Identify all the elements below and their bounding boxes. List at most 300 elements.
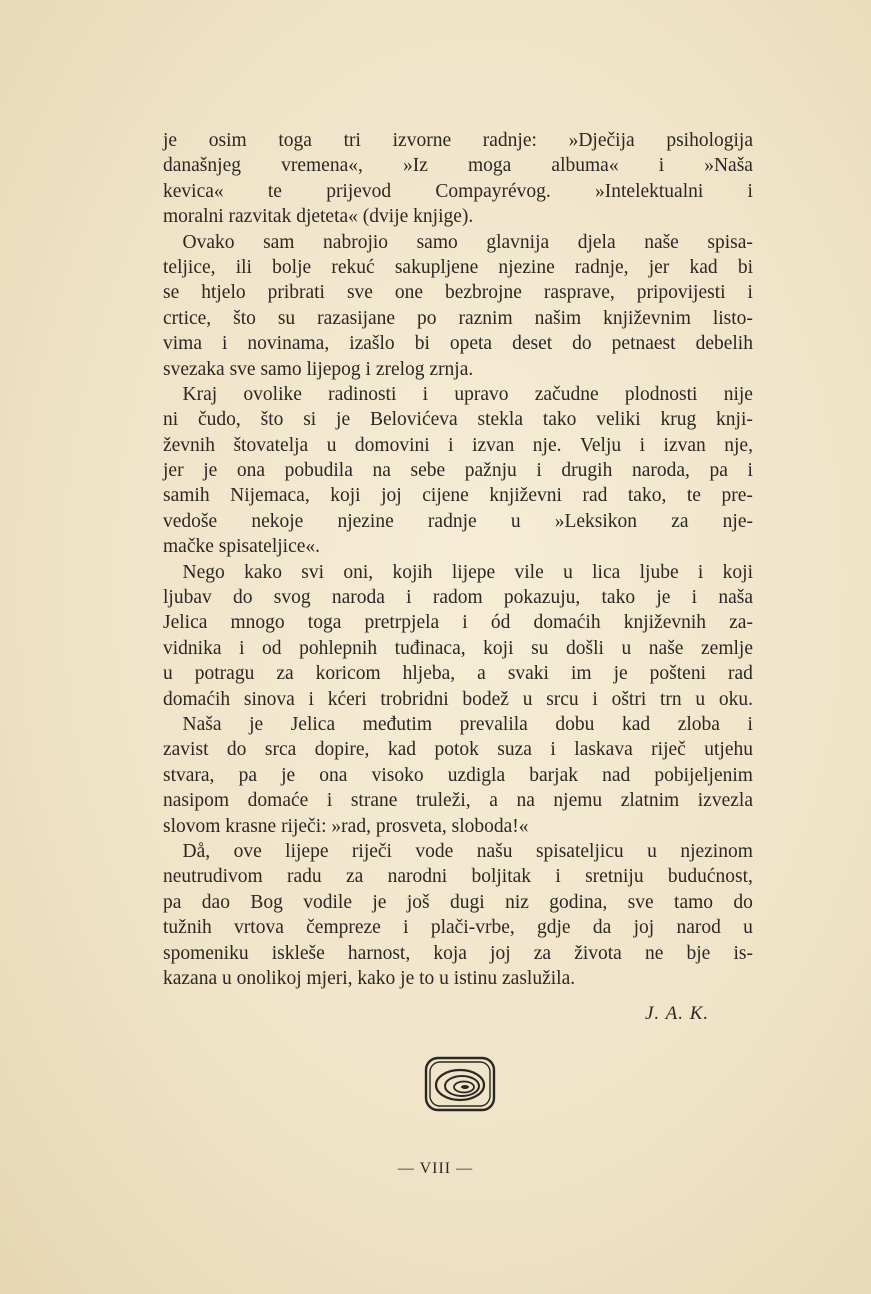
text-word: naše <box>648 637 684 659</box>
text-word: knji- <box>716 409 753 431</box>
text-word: da <box>592 917 612 939</box>
text-word: kad <box>621 713 651 735</box>
text-word: su <box>531 637 549 659</box>
text-word: budućnost, <box>667 866 753 888</box>
text-word: našu <box>476 840 513 862</box>
text-word: sam <box>263 231 295 253</box>
text-word: joj <box>490 942 511 964</box>
text-word: domaće <box>247 790 309 812</box>
text-word: je <box>163 130 178 151</box>
text-word: deset <box>512 333 553 355</box>
text-word: krug <box>660 409 697 431</box>
text-word: bi <box>414 333 430 355</box>
text-word: nasipom <box>163 790 230 812</box>
text-word: teljice, <box>163 256 216 278</box>
text-word: lica <box>592 561 621 583</box>
text-word: im <box>570 663 592 685</box>
text-line <box>163 306 753 331</box>
text-word: jer <box>163 460 184 482</box>
text-word: književnim <box>603 307 691 329</box>
text-word: i <box>747 713 753 735</box>
text-word: vima <box>163 333 202 355</box>
text-word: domovini <box>354 434 430 456</box>
text-word: je <box>336 409 351 431</box>
text-word: potok <box>434 739 479 761</box>
text-word: pa <box>238 764 257 786</box>
text-word: Velju <box>579 434 622 456</box>
text-line <box>163 610 753 635</box>
text-word: samo <box>416 231 458 253</box>
text-line <box>163 255 753 280</box>
text-word: stekla <box>477 409 523 431</box>
text-word: koji <box>483 637 514 659</box>
text-word: pretrpjela <box>364 612 440 634</box>
text-word: sakupljene <box>394 256 479 278</box>
text-span: mačke spisateljice«. <box>163 536 321 558</box>
text-word: nekoje <box>251 510 304 532</box>
text-line <box>163 433 753 458</box>
page-number: — VIII — <box>397 1160 474 1177</box>
text-word: izvan <box>472 434 515 456</box>
text-word: bolje <box>272 256 312 278</box>
text-word: i <box>462 612 468 634</box>
text-word: ove <box>233 840 262 862</box>
text-word: u <box>522 688 533 710</box>
text-line <box>163 712 753 737</box>
text-word: i <box>691 587 698 609</box>
text-word: radnje <box>427 510 477 532</box>
text-word: Jelica <box>290 713 336 735</box>
text-word: Bog <box>250 891 283 913</box>
text-word: crtice, <box>163 307 212 329</box>
text-word: međutim <box>362 713 433 735</box>
text-word: plodnosti <box>624 383 698 405</box>
text-word: i <box>403 917 409 939</box>
text-word: na <box>372 460 391 482</box>
text-word: pa <box>709 460 728 482</box>
text-word: drugih <box>561 460 613 482</box>
text-span: slovom krasne riječi: »rad, prosveta, sloboda!« <box>163 815 529 837</box>
text-word: a <box>477 663 486 685</box>
text-word: sinova <box>243 688 295 710</box>
text-word: utjehu <box>704 739 753 761</box>
text-word: pobudila <box>284 460 353 482</box>
text-word: stvara, <box>163 764 215 786</box>
text-word: sve <box>627 891 654 913</box>
text-word: samih <box>163 485 210 507</box>
text-word: izvezla <box>697 790 753 812</box>
text-word: u <box>743 917 753 939</box>
text-line <box>163 407 753 432</box>
text-word: koricom <box>315 663 381 685</box>
text-word: do <box>572 333 592 355</box>
text-word: ona <box>236 460 266 482</box>
text-word: vile <box>514 561 544 583</box>
text-word: i <box>658 155 665 177</box>
text-word: tužnih <box>163 917 212 939</box>
text-line <box>163 661 753 686</box>
text-word: potragu <box>194 663 255 685</box>
text-word: nad <box>602 764 631 786</box>
text-word: spisateljicu <box>535 840 624 862</box>
text-word: »Leksikon <box>554 510 638 532</box>
text-word: Compayrévog. <box>435 180 551 202</box>
text-word: sebe <box>410 460 446 482</box>
text-word: dopire, <box>314 739 370 761</box>
text-word: i <box>326 790 333 812</box>
text-word: je <box>656 587 671 609</box>
text-word: toga <box>278 130 312 151</box>
text-word: truleži, <box>415 790 471 812</box>
text-word: nje- <box>722 510 753 532</box>
text-line <box>163 357 753 382</box>
text-word: zloba <box>677 713 720 735</box>
text-word: radu <box>286 866 322 888</box>
text-word: i <box>239 637 245 659</box>
text-word: za <box>671 510 689 532</box>
text-word: veliki <box>596 409 641 431</box>
spiral-vignette-icon <box>424 1056 496 1112</box>
text-word: kako <box>244 561 282 583</box>
text-word: listo- <box>712 307 753 329</box>
text-line <box>163 966 753 991</box>
text-word: u <box>510 510 521 532</box>
text-word: izvorne <box>392 130 452 151</box>
text-word: do <box>226 739 247 761</box>
text-word: neutrudivom <box>163 866 263 888</box>
text-word: svaki <box>507 663 549 685</box>
text-line <box>163 331 753 356</box>
text-word: književni <box>489 485 562 507</box>
text-word: srcu <box>546 688 579 710</box>
text-word: is- <box>733 942 753 964</box>
text-word: izašlo <box>349 333 395 355</box>
text-word: i <box>406 587 412 609</box>
text-word: ževnih <box>163 434 215 456</box>
text-word: Ovako <box>163 231 235 253</box>
text-word: pobijeljenim <box>654 764 753 786</box>
text-word: bje <box>686 942 711 964</box>
text-word: njezine <box>498 256 555 278</box>
text-word: današnjeg <box>163 155 241 177</box>
text-word: njemu <box>553 790 603 812</box>
text-word: kad <box>387 739 416 761</box>
text-word: lijepe <box>451 561 496 583</box>
text-word: radnje: <box>482 130 537 151</box>
text-word: našim <box>534 307 582 329</box>
text-word: je <box>249 713 264 735</box>
text-word: mnogo <box>230 612 285 634</box>
text-word: »Dječija <box>568 130 635 151</box>
text-word: pokazuju, <box>503 587 581 609</box>
text-word: pa <box>163 891 182 913</box>
text-word: je <box>203 460 218 482</box>
text-word: te <box>686 485 701 507</box>
text-word: prijevod <box>326 180 392 202</box>
text-word: strane <box>350 790 398 812</box>
text-word: jer <box>648 256 670 278</box>
text-line <box>163 179 753 204</box>
text-word: spisa- <box>707 231 753 253</box>
text-word: su <box>277 307 296 329</box>
body-text <box>163 128 753 991</box>
text-word: debelih <box>695 333 753 355</box>
text-word: te <box>267 180 282 202</box>
text-word: plači-vrbe, <box>430 917 515 939</box>
text-word: i <box>639 434 646 456</box>
text-word: naroda <box>331 587 385 609</box>
text-word: Nijemaca, <box>230 485 310 507</box>
text-word: hljeba, <box>402 663 456 685</box>
text-word: »Naša <box>704 155 753 177</box>
text-word: pohlepnih <box>299 637 378 659</box>
text-word: boljitak <box>471 866 532 888</box>
text-word: u <box>621 637 632 659</box>
text-word: razasijane <box>317 307 396 329</box>
text-word: rad <box>728 663 753 685</box>
text-word: kevica« <box>163 180 224 202</box>
text-word: toga <box>307 612 342 634</box>
text-word: čempreze <box>306 917 381 939</box>
text-word: Kraj <box>163 383 218 405</box>
text-word: i <box>747 282 753 304</box>
text-line <box>163 585 753 610</box>
text-word: je <box>613 663 628 685</box>
text-word: tri <box>343 130 361 151</box>
text-word: a <box>489 790 498 812</box>
text-span: svezaka sve samo lijepog i zrelog zrnja. <box>163 358 474 380</box>
text-word: sve <box>346 282 373 304</box>
text-word: novinama, <box>247 333 330 355</box>
text-word: trn <box>659 688 682 710</box>
text-word: u <box>163 663 173 685</box>
text-word: vodile <box>303 891 352 913</box>
text-word: nje, <box>724 434 753 456</box>
text-word: do <box>233 587 253 609</box>
text-word: one <box>394 282 424 304</box>
text-word: naše <box>644 231 679 253</box>
text-word: vode <box>415 840 454 862</box>
text-word: pre- <box>721 485 753 507</box>
text-word: književnih <box>623 612 707 634</box>
text-line <box>163 763 753 788</box>
text-word: sretniju <box>585 866 644 888</box>
text-line <box>163 737 753 762</box>
text-word: oštri <box>611 688 647 710</box>
text-word: rad <box>582 485 608 507</box>
text-word: dugi <box>450 891 485 913</box>
text-word: tamo <box>674 891 714 913</box>
text-word: ód <box>490 612 511 634</box>
text-word: glavnija <box>486 231 550 253</box>
text-word: bezbrojne <box>445 282 522 304</box>
text-word: od <box>262 637 282 659</box>
text-word: htjelo <box>201 282 246 304</box>
text-word: i <box>555 866 561 888</box>
text-word: moga <box>467 155 512 177</box>
text-word: domaćih <box>533 612 601 634</box>
text-word: osim <box>208 130 247 151</box>
text-line <box>163 814 753 839</box>
text-word: nije <box>723 383 753 405</box>
text-word: niz <box>505 891 529 913</box>
text-word: joj <box>633 917 655 939</box>
text-line <box>163 687 753 712</box>
text-word: spomeniku <box>163 942 249 964</box>
text-word: pažnju <box>464 460 517 482</box>
text-word: koja <box>433 942 467 964</box>
text-word: i <box>747 180 753 202</box>
text-line <box>163 153 753 178</box>
text-word: barjak <box>529 764 578 786</box>
text-word: naša <box>718 587 753 609</box>
text-word: uzdigla <box>447 764 506 786</box>
text-word: pribrati <box>267 282 325 304</box>
text-word: u <box>695 688 706 710</box>
text-word: prevalila <box>459 713 528 735</box>
text-word: petnaest <box>611 333 676 355</box>
text-word: joj <box>381 485 402 507</box>
text-word: djela <box>577 231 616 253</box>
text-word: »Intelektualni <box>595 180 704 202</box>
text-word: vedoše <box>163 510 218 532</box>
text-word: rasprave, <box>543 282 615 304</box>
text-word: harnost, <box>347 942 411 964</box>
text-word: godina, <box>549 891 608 913</box>
text-word: za <box>533 942 552 964</box>
text-word: ni <box>163 409 179 431</box>
text-line <box>163 483 753 508</box>
text-word: oni, <box>343 561 374 583</box>
text-word: radom <box>432 587 483 609</box>
text-word: za- <box>729 612 753 634</box>
text-line <box>163 864 753 889</box>
text-word: visoko <box>371 764 424 786</box>
text-word: trobridni <box>380 688 449 710</box>
text-word: raznim <box>458 307 513 329</box>
text-word: koji <box>330 485 361 507</box>
text-word: dobu <box>555 713 595 735</box>
text-word: riječ <box>651 739 686 761</box>
text-word: ne <box>644 942 664 964</box>
text-line <box>163 788 753 813</box>
text-word: radnje, <box>574 256 629 278</box>
text-line <box>163 280 753 305</box>
text-word: i <box>747 460 753 482</box>
text-word: iskleše <box>271 942 325 964</box>
text-line <box>163 382 753 407</box>
text-line <box>163 560 753 585</box>
text-word: pošteni <box>649 663 706 685</box>
text-word: tuđinaca, <box>394 637 466 659</box>
text-word: opeta <box>449 333 493 355</box>
text-word: ili <box>235 256 252 278</box>
text-word: pripovijesti <box>636 282 726 304</box>
text-word: Då, <box>163 840 211 862</box>
text-word: cijene <box>422 485 469 507</box>
text-word: si <box>303 409 317 431</box>
text-word: koji <box>722 561 753 583</box>
text-word: tako <box>601 587 636 609</box>
text-line <box>163 941 753 966</box>
text-word: čudo, <box>198 409 241 431</box>
text-word: i <box>536 460 542 482</box>
text-word: i <box>550 739 556 761</box>
text-line <box>163 128 753 153</box>
text-word: narodni <box>387 866 448 888</box>
text-word: svog <box>273 587 311 609</box>
text-word: zlatnim <box>620 790 680 812</box>
text-word: psihologija <box>666 130 753 151</box>
text-word: njezinom <box>680 840 753 862</box>
text-word: dao <box>201 891 230 913</box>
text-word: zemlje <box>701 637 753 659</box>
text-word: srca <box>264 739 297 761</box>
text-span: moralni razvitak djeteta« (dvije knjige). <box>163 206 474 228</box>
text-line <box>163 915 753 940</box>
text-word: ovolike <box>243 383 302 405</box>
text-word: tako <box>542 409 577 431</box>
text-word: izvan <box>663 434 706 456</box>
text-word: laskava <box>574 739 633 761</box>
text-word: Nego <box>163 561 225 583</box>
text-word: kćeri <box>327 688 367 710</box>
text-word: došli <box>565 637 604 659</box>
text-word: ljubav <box>163 587 212 609</box>
text-word: rekuć <box>331 256 375 278</box>
text-word: bi <box>737 256 753 278</box>
text-word: vrtova <box>234 917 284 939</box>
text-word: po <box>417 307 437 329</box>
text-word: života <box>574 942 622 964</box>
text-word: svi <box>301 561 325 583</box>
text-word: »Iz <box>402 155 428 177</box>
text-word: naroda, <box>631 460 690 482</box>
text-word: nje. <box>532 434 562 456</box>
text-word: na <box>516 790 535 812</box>
text-word: za <box>345 866 364 888</box>
text-word: Jelica <box>163 612 208 634</box>
text-word: još <box>406 891 430 913</box>
text-word: se <box>163 282 180 304</box>
text-word: začudne <box>534 383 599 405</box>
text-word: u <box>563 561 573 583</box>
text-word: tako, <box>627 485 667 507</box>
text-word: i <box>592 688 598 710</box>
text-word: gdje <box>537 917 571 939</box>
text-line <box>163 890 753 915</box>
text-span: kazana u onolikoj mjeri, kako je to u istinu zaslužila. <box>163 967 576 989</box>
text-line <box>163 534 753 559</box>
text-line <box>163 839 753 864</box>
text-word: vidnika <box>163 637 222 659</box>
text-word: ljube <box>639 561 679 583</box>
text-line <box>163 636 753 661</box>
text-word: radinosti <box>328 383 397 405</box>
text-word: Belovićeva <box>369 409 458 431</box>
text-word: i <box>222 333 228 355</box>
text-word: do <box>733 891 753 913</box>
text-word: zavist <box>163 739 209 761</box>
text-line <box>163 509 753 534</box>
text-word: njezine <box>337 510 394 532</box>
text-word: štovatelja <box>233 434 309 456</box>
text-word: za <box>276 663 294 685</box>
text-word: lijepe <box>285 840 329 862</box>
text-line <box>163 204 753 229</box>
text-line <box>163 458 753 483</box>
text-word: oku. <box>718 688 753 710</box>
